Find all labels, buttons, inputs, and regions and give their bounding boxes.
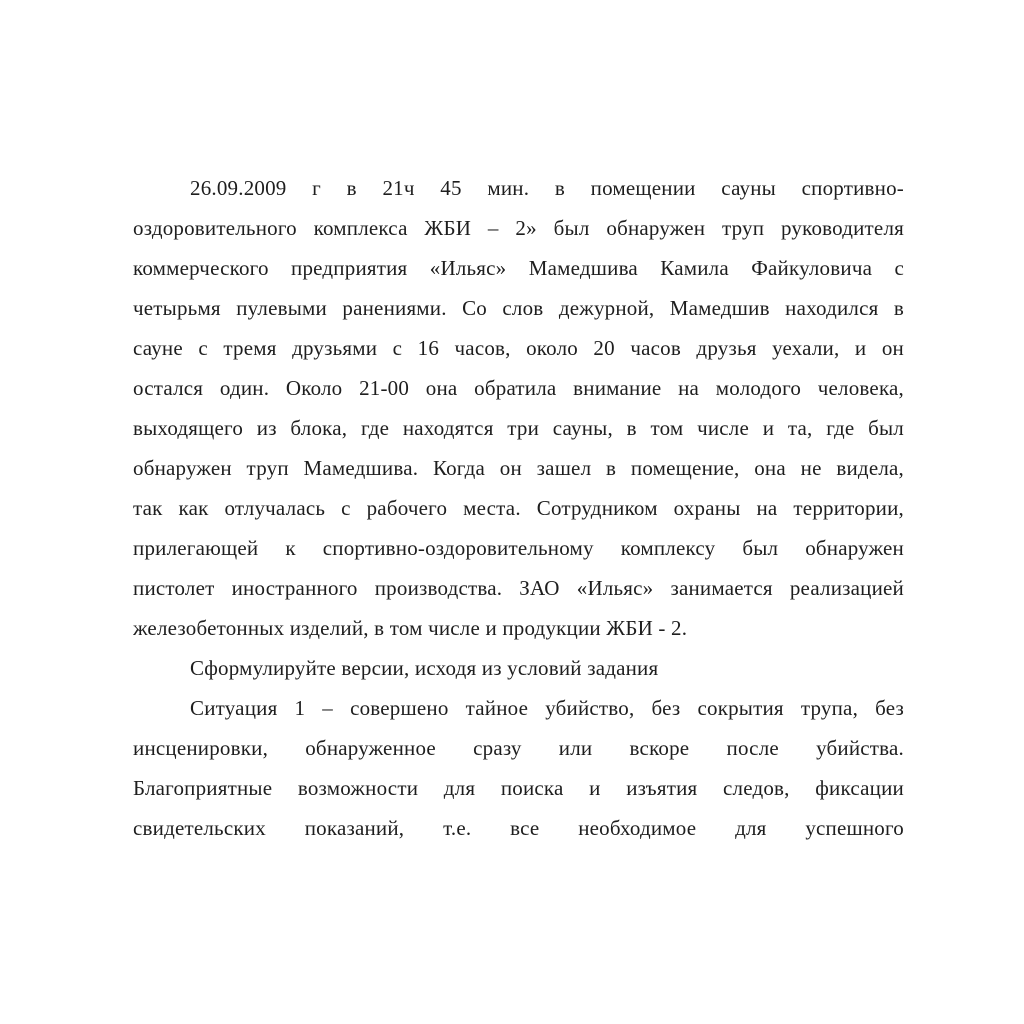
text-line: инсценировки, обнаруженное сразу или вскоре после убийства. (133, 736, 904, 760)
text-line: свидетельских показаний, т.е. все необходимое для успешного (133, 816, 904, 840)
text-line: Ситуация 1 – совершено тайное убийство, без сокрытия трупа, без (190, 696, 904, 720)
text-line: железобетонных изделий, в том числе и продукции ЖБИ - 2. (133, 616, 688, 640)
text-line: пистолет иностранного производства. ЗАО «Ильяс» занимается реализацией (133, 576, 904, 600)
text-line: 26.09.2009 г в 21ч 45 мин. в помещении сауны спортивно- (190, 176, 904, 200)
text-line: оздоровительного комплекса ЖБИ – 2» был обнаружен труп руководителя (133, 216, 904, 240)
text-line: выходящего из блока, где находятся три сауны, в том числе и та, где был (133, 416, 904, 440)
text-line: так как отлучалась с рабочего места. Сотрудником охраны на территории, (133, 496, 904, 520)
text-line: остался один. Около 21-00 она обратила внимание на молодого человека, (133, 376, 904, 400)
text-line: обнаружен труп Мамедшива. Когда он зашел в помещение, она не видела, (133, 456, 904, 480)
text-line: Сформулируйте версии, исходя из условий задания (190, 656, 659, 680)
document-text-block (133, 168, 904, 848)
text-line: коммерческого предприятия «Ильяс» Мамедшива Камила Файкуловича с (133, 256, 904, 280)
text-line: сауне с тремя друзьями с 16 часов, около 20 часов друзья уехали, и он (133, 336, 904, 360)
text-line: четырьмя пулевыми ранениями. Со слов дежурной, Мамедшив находился в (133, 296, 904, 320)
text-line: прилегающей к спортивно-оздоровительному комплексу был обнаружен (133, 536, 904, 560)
text-line: Благоприятные возможности для поиска и изъятия следов, фиксации (133, 776, 904, 800)
